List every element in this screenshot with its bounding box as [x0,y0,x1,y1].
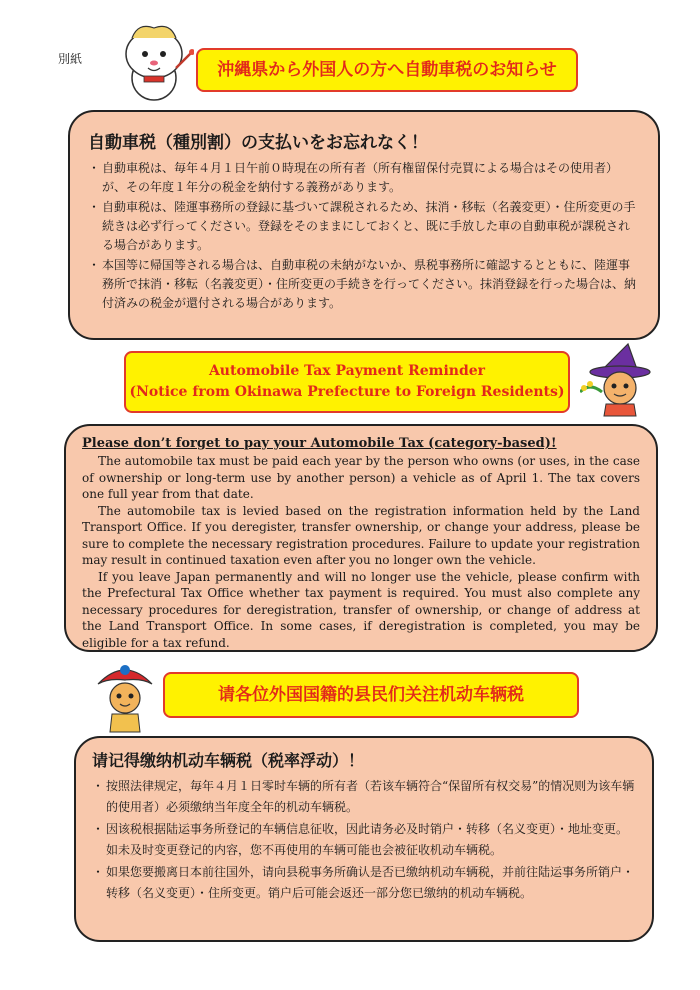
list-item: ・ 按照法律规定，毎年４月１日零时车辆的所有者（若该车辆符合“保留所有权交易”的情况则为该车辆的使用者）必须缴纳当年度全年的机动车辆税。 [92,776,636,818]
list-item: ・ 自動車税は、毎年４月１日午前０時現在の所有者（所有権留保付売買による場合はその使用者）が、その年度１年分の税金を納付する義務があります。 [88,159,640,197]
english-paragraph: If you leave Japan permanently and will no longer use the vehicle, please confirm with the Prefectural Tax Office whether tax payment is required. You must also complete any necessary procedures for deregistration, transfer of ownership, or change of address at the Land Transport Office. In some cases, if deregistration is completed, you may be eligible for a tax refund. [82,569,640,650]
red-hat-mascot-icon [92,658,158,734]
english-banner-subtitle: (Notice from Okinawa Prefecture to Foreign Residents) [129,384,565,400]
annex-label: 別紙 [58,52,83,66]
japanese-banner: 沖縄県から外国人の方へ自動車税のお知らせ [196,48,578,92]
english-banner [124,351,570,413]
chinese-heading: 请记得缴纳机动车辆税（税率浮动）！ [92,751,365,770]
japanese-notice-panel [68,110,660,340]
list-item: ・ 自動車税は、陸運事務所の登録に基づいて課税されるため、抹消・移転（名義変更）・住所変更の手続きは必ず行ってください。登録をそのままにしておくと、既に手放した車の自動車税が課税される場合があります。 [88,198,640,255]
list-item: ・ 本国等に帰国等される場合は、自動車税の未納がないか、県税事務所に確認するとともに、陸運事務所で抹消・移転（名義変更）・住所変更の手続きを行ってください。抹消登録を行った場合は、納付済みの税金が還付される場合があります。 [88,256,640,313]
english-heading: Please don’t forget to pay your Automobile Tax (category-based)! [82,436,557,451]
chinese-bullet-list [92,776,636,904]
list-item: ・ 如果您要搬离日本前往国外，请向县税事务所确认是否已缴纳机动车辆税，并前往陆运事务所销户・转移（名义变更）・住所变更。销户后可能会返还一部分您已缴纳的机动车辆税。 [92,862,636,904]
chinese-notice-panel [74,736,654,942]
english-paragraph: The automobile tax must be paid each year by the person who owns (or uses, in the case of ownership or long-term use by another person) a vehicle as of April 1. The tax covers one full year from that date. [82,454,640,501]
japanese-bullet-list [88,159,640,313]
shisa-mascot-icon [118,18,194,104]
witch-mascot-icon [580,342,660,418]
japanese-heading: 自動車税（種別割）の支払いをお忘れなく！ [88,133,428,153]
list-item: ・ 因该税根据陆运事务所登记的车辆信息征收，因此请务必及时销户・转移（名义变更）・地址变更。如未及时变更登记的内容，您不再使用的车辆可能也会被征收机动车辆税。 [92,819,636,861]
english-banner-title: Automobile Tax Payment Reminder [208,363,486,379]
english-paragraph: The automobile tax is levied based on the registration information held by the Land Transport Office. If you deregister, transfer ownership, or change your address, please be sure to complete the necessary registration procedures. Failure to update your registration may result in continued taxation even after you no longer own the vehicle. [82,503,640,567]
chinese-banner: 请各位外国国籍的县民们关注机动车辆税 [163,672,579,718]
english-notice-panel [64,424,658,652]
